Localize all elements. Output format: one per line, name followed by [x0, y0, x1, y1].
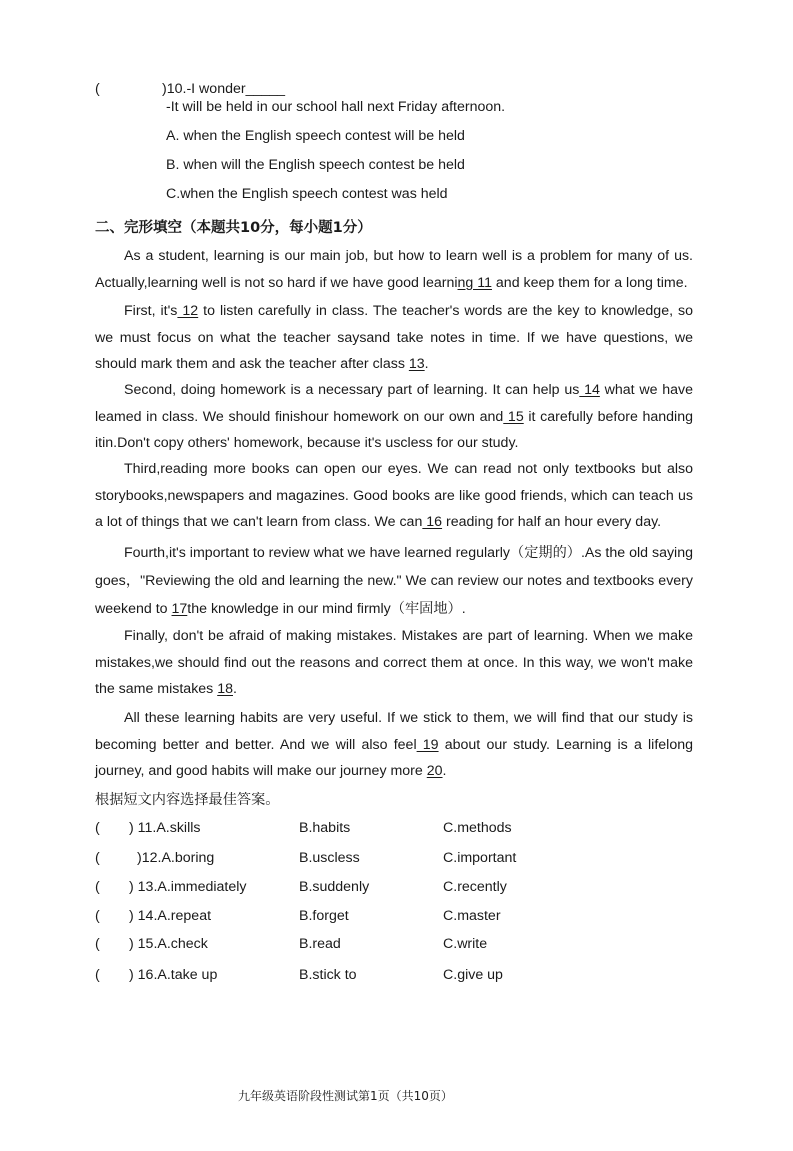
q10-blank: _____ [245, 81, 286, 97]
choice-row-15: ( ) 15.A.check B.read C.write [95, 936, 488, 952]
blank-14: 14 [579, 382, 600, 398]
blank-11: ng 11 [457, 274, 492, 291]
q10-stem [162, 81, 285, 97]
blank-20: 20 [426, 763, 443, 779]
passage-paragraph-1: As a student, learning is our main job, but how to learn well is a problem for many of us. Actually,learning well is not so hard if we have good learning 11 and keep them for a long time. [95, 248, 693, 291]
q10-option-c: C.when the English speech contest was held [166, 186, 448, 202]
choice-row-12: ( )12.A.boring B.uscless C.important [95, 850, 517, 866]
q10-answer-line: -It will be held in our school hall next Friday afternoon. [166, 99, 506, 115]
choice-row-14: ( ) 14.A.repeat B.forget C.master [95, 908, 501, 924]
passage-paragraph-5: Fourth,it's important to review what we have learned regularly（定期的）.As the old saying goes，"Reviewing the old and learning the new." We can review our notes and textbooks every weekend to 17the knowledge in our mind firmly（牢固地）. [95, 545, 693, 617]
blank-12: 12 [177, 303, 199, 319]
section-heading: 二、完形填空（本题共10分，每小题1分） [95, 220, 372, 236]
blank-13: 13 [408, 356, 425, 372]
q10-option-b: B. when will the English speech contest be held [166, 157, 465, 173]
choice-row-16: ( ) 16.A.take up B.stick to C.give up [95, 967, 503, 983]
passage-paragraph-2: First, it's 12 to listen carefully in class. The teacher's words are the key to knowledge, so we must focus on what the teacher saysand take notes in time. If we have questions, we should mark them and ask the teacher after class 13. [95, 303, 693, 372]
passage-paragraph-3: Second, doing homework is a necessary part of learning. It can help us 14 what we have leamed in class. We should finishour homework on our own and 15 it carefully before handing itin.Don't copy others' homework, because it's uscless for our study. [95, 382, 693, 451]
blank-16: 16 [422, 514, 443, 530]
choice-row-13: ( ) 13.A.immediately B.suddenly C.recently [95, 879, 507, 895]
passage-paragraph-7: All these learning habits are very useful. If we stick to them, we will find that our study is becoming better and better. And we will also feel 19 about our study. Learning is a lifelong journey, and good habits will make our journey more 20. [95, 710, 693, 779]
passage-paragraph-6: Finally, don't be afraid of making mistakes. Mistakes are part of learning. When we make mistakes,we should find out the reasons and correct them at once. In this way, we won't make the same mistakes 18. [95, 628, 693, 697]
choice-row-11: ( ) 11.A.skills B.habits C.methods [95, 820, 512, 836]
blank-18: 18 [217, 681, 233, 697]
page-footer: 九年级英语阶段性测试第1页（共10页） [238, 1089, 453, 1103]
blank-17: 17 [171, 601, 188, 617]
passage-paragraph-4: Third,reading more books can open our eyes. We can read not only textbooks but also storybooks,newspapers and magazines. Good books are like good friends, which can teach us a lot of things that we can't learn from class. We can 16 reading for half an hour every day. [95, 461, 693, 530]
q10-stem-text: )10.-I wonder [162, 81, 246, 97]
choices-instruction: 根据短文内容选择最佳答案。 [95, 792, 280, 808]
blank-15: 15 [503, 408, 524, 425]
q10-option-a: A. when the English speech contest will be held [166, 128, 465, 144]
q10-paren: ( [95, 81, 100, 97]
blank-19: 19 [416, 736, 439, 753]
